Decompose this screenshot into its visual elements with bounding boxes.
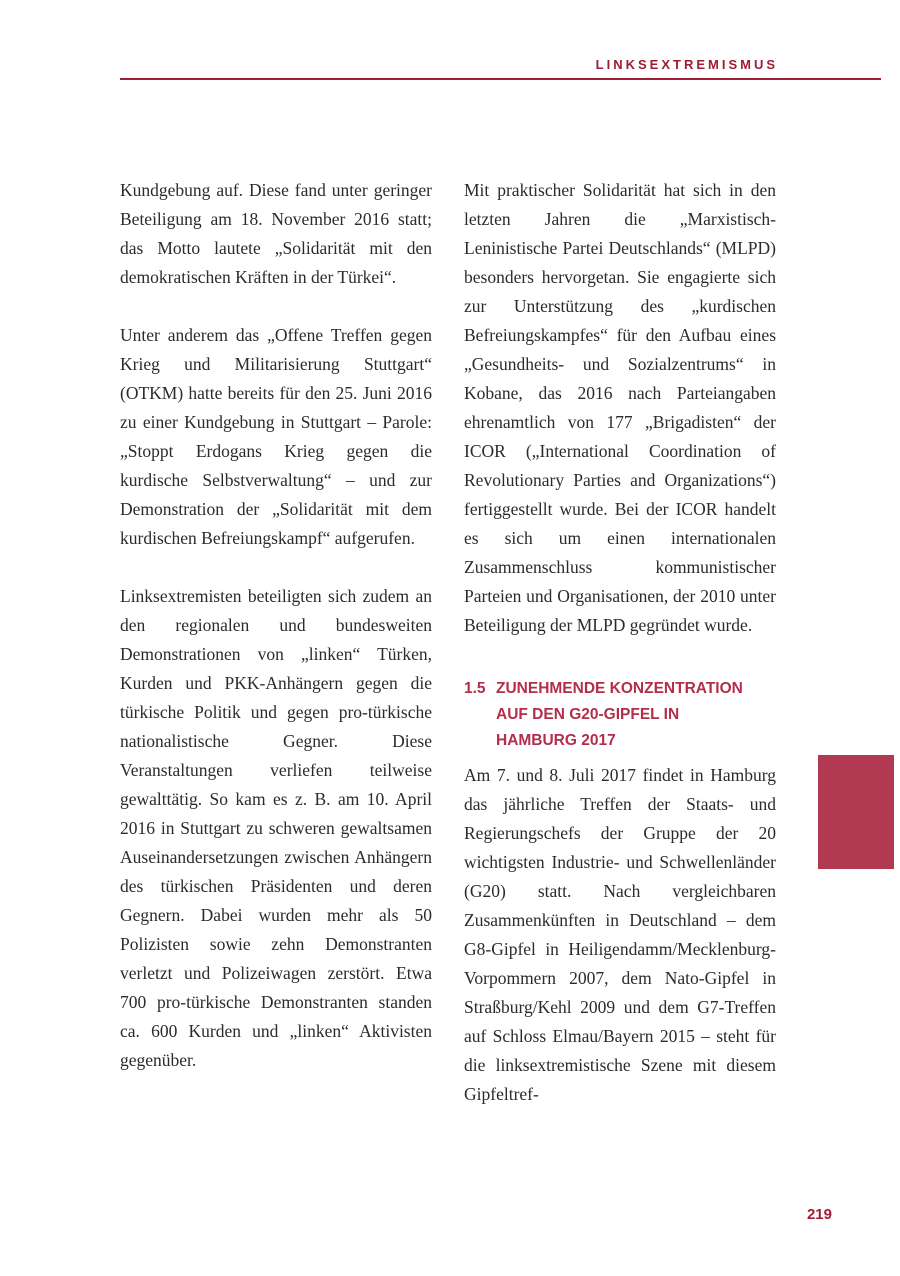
section-title-line: ZUNEHMENDE KONZENTRATION [496,680,743,697]
two-column-body [120,176,776,1109]
running-header: LINKSEXTREMISMUS [595,57,778,72]
section-heading [464,676,776,754]
paragraph: Mit praktischer Solidarität hat sich in den letzten Jahren die „Marxistisch-Leninistische Partei Deutschlands“ (MLPD) besonders hervorgetan. Sie engagierte sich zur Unterstützung des „kurdischen Befreiungskampfes“ für den Aufbau eines „Gesundheits- und Sozialzentrums“ in Kobane, das 2016 nach Parteiangaben ehrenamtlich von 177 „Brigadisten“ der ICOR („International Coordination of Revolutionary Parties and Organizations“) fertiggestellt wurde. Bei der ICOR handelt es sich um einen internationalen Zusammenschluss kommunistischer Parteien und Organisationen, der 2010 unter Beteiligung der MLPD gegründet wurde. [464,180,776,635]
paragraph: Linksextremisten beteiligten sich zudem an den regionalen und bundesweiten Demonstrationen von „linken“ Türken, Kurden und PKK-Anhängern gegen die türkische Politik und gegen pro-türkische nationalistische Gegner. Diese Veranstaltungen verliefen teilweise gewalttätig. So kam es z. B. am 10. April 2016 in Stuttgart zu schweren gewaltsamen Auseinandersetzungen zwischen Anhängern des türkischen Präsidenten und deren Gegnern. Dabei wurden mehr als 50 Polizisten sowie zehn Demonstranten verletzt und Polizeiwagen zerstört. Etwa 700 pro-türkische Demonstranten standen ca. 600 Kurden und „linken“ Aktivisten gegenüber. [120,586,432,1070]
left-column [120,176,432,1109]
paragraph: Am 7. und 8. Juli 2017 findet in Hamburg das jährliche Treffen der Staats- und Regierungschefs der Gruppe der 20 wichtigsten Industrie- und Schwellenländer (G20) statt. Nach vergleichbaren Zusammenkünften in Deutschland – dem G8-Gipfel in Heiligendamm/Mecklenburg-Vorpommern 2007, dem Nato-Gipfel in Straßburg/Kehl 2009 und dem G7-Treffen auf Schloss Elmau/Bayern 2015 – steht für die linksextremistische Szene mit diesem Gipfeltref- [464,765,776,1104]
section-title-line: AUF DEN G20-GIPFEL IN [496,706,680,723]
right-column [464,176,776,1109]
paragraph: Unter anderem das „Offene Treffen gegen Krieg und Militarisierung Stuttgart“ (OTKM) hatte bereits für den 25. Juni 2016 zu einer Kundgebung in Stuttgart – Parole: „Stoppt Erdogans Krieg gegen die kurdische Selbstverwaltung“ – und zur Demonstration der „Solidarität mit dem kurdischen Befreiungskampf“ aufgerufen. [120,325,432,548]
section-number: 1.5 [464,680,486,697]
header-rule [120,78,881,80]
section-title [496,676,776,754]
chapter-tab-marker [818,755,894,869]
section-title-line: HAMBURG 2017 [496,732,616,749]
page-number: 219 [806,1206,832,1223]
paragraph: Kundgebung auf. Diese fand unter geringer Beteiligung am 18. November 2016 statt; das Motto lautete „Solidarität mit den demokratischen Kräften in der Türkei“. [120,180,432,287]
